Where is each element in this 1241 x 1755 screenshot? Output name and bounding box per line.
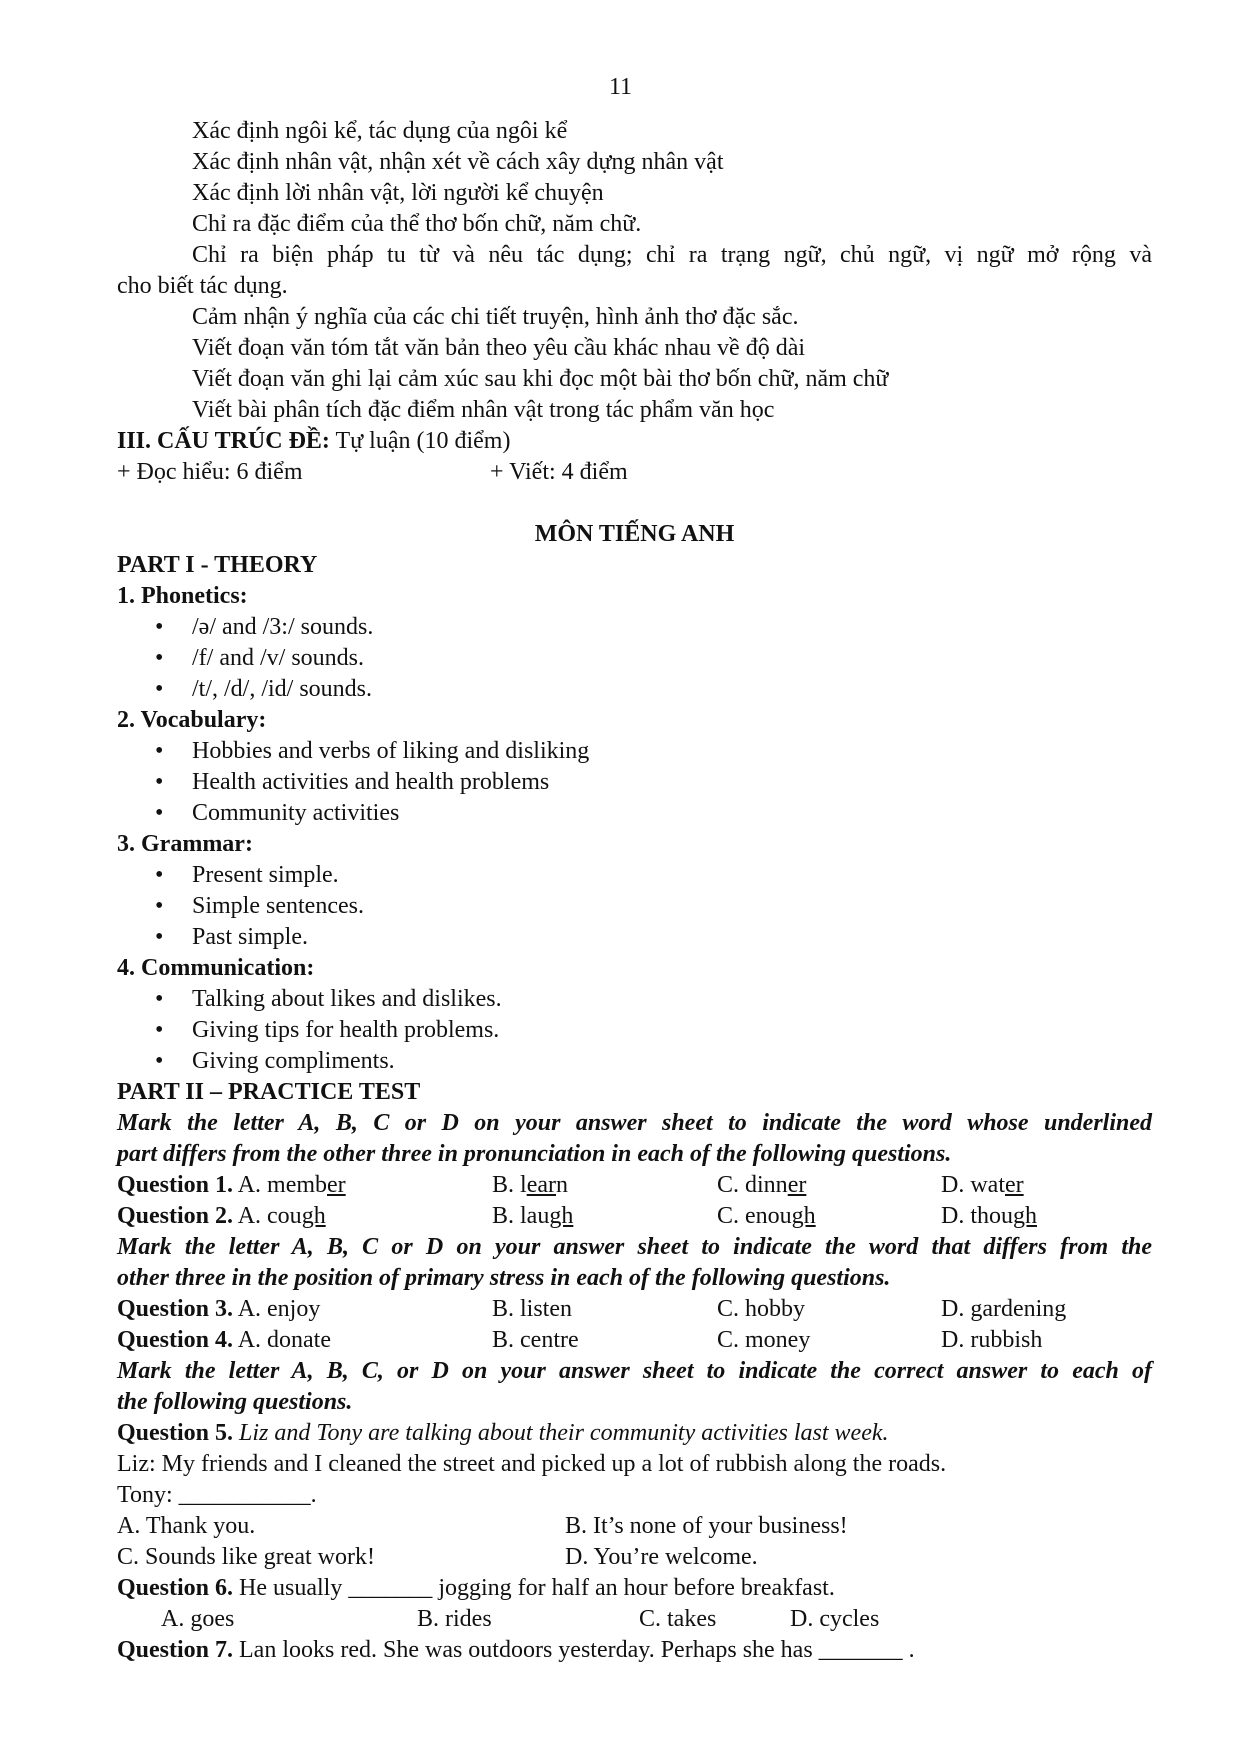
list-item: • Present simple.: [117, 860, 1152, 891]
instruction-line: part differs from the other three in pronunciation in each of the following questions.: [117, 1141, 952, 1167]
option-underline: gh: [301, 1203, 326, 1229]
section-heading-vocabulary: 2. Vocabulary:: [117, 707, 267, 733]
option-b: B. It’s none of your business!: [565, 1513, 848, 1539]
answer-row: [117, 1604, 1152, 1635]
option-text: A. enjoy: [233, 1296, 321, 1322]
question-row: [117, 1294, 1152, 1325]
question-text: Lan looks red. She was outdoors yesterday. Perhaps she has _______ .: [233, 1637, 915, 1663]
option-text: n: [555, 1172, 568, 1198]
literature-line: Xác định lời nhân vật, lời người kể chuyện: [192, 180, 604, 206]
option-underline: er: [327, 1172, 346, 1198]
option-underline: er: [1004, 1172, 1024, 1198]
option-d: D. cycles: [790, 1606, 880, 1632]
instruction-line: Mark the letter A, B, C or D on your answer sheet to indicate the word that differs from the: [117, 1234, 1152, 1260]
option-c: C. takes: [639, 1606, 717, 1632]
answer-row: [117, 1511, 1152, 1542]
reading-points: + Đọc hiểu: 6 điểm: [117, 459, 303, 485]
page-number: 11: [608, 74, 633, 100]
spacer: [117, 488, 1152, 519]
option-underline: gh: [1013, 1203, 1037, 1229]
question-label: Question 6.: [117, 1575, 234, 1601]
list-item: • Giving tips for health problems.: [117, 1015, 1152, 1046]
part2-title: PART II – PRACTICE TEST: [117, 1079, 421, 1105]
literature-line: Viết bài phân tích đặc điểm nhân vật trong tác phẩm văn học: [192, 397, 775, 423]
list-item: • Past simple.: [117, 922, 1152, 953]
option-b: [492, 1201, 573, 1232]
question-4: [117, 1325, 331, 1356]
question-label: Question 3.: [117, 1296, 234, 1322]
structure-heading: III. CẤU TRÚC ĐỀ:: [117, 428, 330, 454]
list-item: • Simple sentences.: [117, 891, 1152, 922]
section-heading-phonetics: 1. Phonetics:: [117, 583, 248, 609]
dialogue-liz: Liz: My friends and I cleaned the street and picked up a lot of rubbish along the roads.: [117, 1451, 947, 1477]
structure-line: [117, 426, 1152, 457]
option-text: D. wat: [941, 1172, 1005, 1198]
section-heading-communication: 4. Communication:: [117, 955, 315, 981]
literature-line: Xác định nhân vật, nhận xét về cách xây dựng nhân vật: [192, 149, 724, 175]
option-c: [717, 1201, 816, 1232]
question-label: Question 5.: [117, 1420, 234, 1446]
question-6: [117, 1573, 1152, 1604]
question-3: [117, 1294, 320, 1325]
option-underline: ear: [526, 1172, 556, 1198]
option-underline: gh: [549, 1203, 574, 1229]
option-b: B. centre: [492, 1327, 579, 1353]
option-b: [492, 1170, 568, 1201]
option-d: [941, 1201, 1037, 1232]
option-a: A. goes: [161, 1606, 235, 1632]
list-item: • Community activities: [117, 798, 1152, 829]
literature-line: Viết đoạn văn tóm tắt văn bản theo yêu cầu khác nhau về độ dài: [192, 335, 806, 361]
question-label: Question 4.: [117, 1327, 234, 1353]
list-item: • Hobbies and verbs of liking and disliking: [117, 736, 1152, 767]
list-item: • Talking about likes and dislikes.: [117, 984, 1152, 1015]
option-b: B. listen: [492, 1296, 573, 1322]
question-row: [117, 1325, 1152, 1356]
list-item: • /ə/ and /3:/ sounds.: [117, 612, 1152, 643]
answer-row: [117, 1542, 1152, 1573]
points-line: [117, 457, 1152, 488]
part1-title: PART I - THEORY: [117, 552, 318, 578]
instruction-line: Mark the letter A, B, C or D on your answer sheet to indicate the word whose underlined: [117, 1110, 1152, 1136]
question-row: [117, 1201, 1152, 1232]
question-row: [117, 1170, 1152, 1201]
option-text: C. dinn: [717, 1172, 788, 1198]
question-label: Question 7.: [117, 1637, 234, 1663]
question-text: He usually _______ jogging for half an hour before breakfast.: [233, 1575, 835, 1601]
question-5: [117, 1418, 1152, 1449]
question-7: [117, 1635, 1152, 1666]
option-d: [941, 1170, 1024, 1201]
option-text: A. memb: [233, 1172, 328, 1198]
literature-line: Chỉ ra biện pháp tu từ và nêu tác dụng; chỉ ra trạng ngữ, chủ ngữ, vị ngữ mở rộng và: [192, 242, 1152, 268]
instruction-line: the following questions.: [117, 1389, 353, 1415]
structure-text: Tự luận (10 điểm): [329, 428, 511, 454]
literature-line: Xác định ngôi kể, tác dụng của ngôi kể: [192, 118, 568, 144]
option-text: B. lau: [492, 1203, 550, 1229]
option-c: C. Sounds like great work!: [117, 1544, 375, 1570]
option-c: C. hobby: [717, 1296, 806, 1322]
list-item: • /f/ and /v/ sounds.: [117, 643, 1152, 674]
option-text: A. donate: [233, 1327, 331, 1353]
option-d: D. rubbish: [941, 1327, 1043, 1353]
instruction-line: Mark the letter A, B, C, or D on your answer sheet to indicate the correct answer to each of: [117, 1358, 1152, 1384]
section-heading-grammar: 3. Grammar:: [117, 831, 253, 857]
option-text: C. enou: [717, 1203, 792, 1229]
list-item: • /t/, /d/, /id/ sounds.: [117, 674, 1152, 705]
question-prompt: Liz and Tony are talking about their community activities last week.: [233, 1420, 889, 1446]
option-c: C. money: [717, 1327, 811, 1353]
literature-line: Chỉ ra đặc điểm của thể thơ bốn chữ, năm chữ.: [192, 211, 642, 237]
option-d: D. You’re welcome.: [565, 1544, 758, 1570]
option-b: B. rides: [417, 1606, 492, 1632]
question-2: [117, 1201, 326, 1232]
list-item: • Giving compliments.: [117, 1046, 1152, 1077]
literature-line: Viết đoạn văn ghi lại cảm xúc sau khi đọc một bài thơ bốn chữ, năm chữ: [192, 366, 889, 392]
option-text: D. thou: [941, 1203, 1013, 1229]
literature-line: cho biết tác dụng.: [117, 273, 288, 299]
page-content: [117, 116, 1152, 1666]
question-label: Question 2.: [117, 1203, 234, 1229]
option-underline: er: [787, 1172, 807, 1198]
subject-title: MÔN TIẾNG ANH: [534, 521, 735, 547]
question-label: Question 1.: [117, 1172, 234, 1198]
question-1: [117, 1170, 346, 1201]
dialogue-tony: Tony: ___________.: [117, 1482, 317, 1508]
writing-points: + Viết: 4 điểm: [490, 459, 628, 485]
instruction-line: other three in the position of primary stress in each of the following questions.: [117, 1265, 891, 1291]
option-text: B. l: [492, 1172, 527, 1198]
literature-line: Cảm nhận ý nghĩa của các chi tiết truyện, hình ảnh thơ đặc sắc.: [192, 304, 799, 330]
option-d: D. gardening: [941, 1296, 1067, 1322]
option-c: [717, 1170, 806, 1201]
option-a: A. Thank you.: [117, 1513, 256, 1539]
option-text: A. cou: [233, 1203, 302, 1229]
list-item: • Health activities and health problems: [117, 767, 1152, 798]
option-underline: gh: [791, 1203, 816, 1229]
